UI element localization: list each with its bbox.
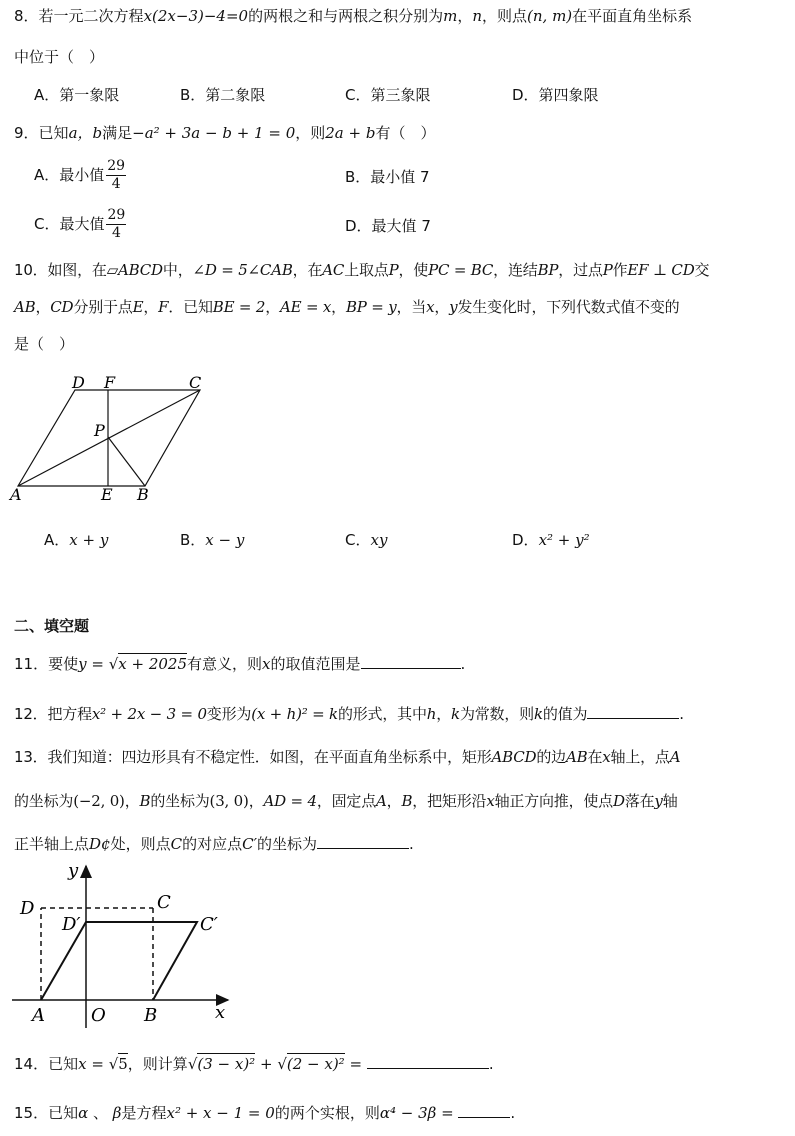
q13-line1: 13．我们知道：四边形具有不稳定性．如图，在平面直角坐标系中，矩形ABCD的边AB在x轴上，点A [14, 748, 681, 766]
q10-line3: 是（ ） [14, 335, 75, 353]
label-a: A [10, 485, 22, 504]
q14-line: 14．已知x = √5，则计算√(3 − x)² + √(2 − x)² = . [14, 1055, 494, 1073]
q10-option-a: A．x + y [44, 531, 109, 549]
q13-line3: 正半轴上点D¢处，则点C的对应点C′的坐标为 . [14, 835, 414, 853]
section-fill-in-title: 二、填空题 [14, 617, 90, 635]
label-c: C [157, 892, 171, 913]
q15-answer-blank[interactable] [458, 1103, 510, 1118]
q10-option-c: C．xy [345, 531, 388, 549]
q9-line1: 9．已知a，b满足−a² + 3a − b + 1 = 0，则2a + b有（ ） [14, 124, 436, 142]
q9-option-a: A．最小值 $\frac{29}{4}$ [34, 158, 126, 192]
label-y: y [68, 860, 79, 881]
q8-option-a: A．第一象限 [34, 86, 120, 104]
label-c: C [189, 373, 202, 392]
q9-option-d: D．最大值 7 [345, 217, 431, 235]
q8-option-c: C．第三象限 [345, 86, 431, 104]
label-e: E [101, 485, 113, 504]
q13-coordinate-figure [0, 858, 250, 1028]
label-b: B [144, 1005, 158, 1026]
q14-answer-blank[interactable] [367, 1054, 489, 1069]
segment-pb [108, 437, 145, 486]
q8-line2: 中位于（ ） [14, 48, 105, 66]
q10-line1: 10．如图，在▱ABCD中，∠D = 5∠CAB，在AC上取点P，使PC = BC，连结BP，过点P作EF ⊥ CD交 [14, 261, 710, 279]
q9-option-b: B．最小值 7 [345, 168, 430, 186]
q13-answer-blank[interactable] [317, 834, 409, 849]
label-d-prime: D′ [62, 914, 81, 935]
q15-line: 15．已知α 、 β是方程x² + x − 1 = 0的两个实根，则α⁴ − 3β = . [14, 1104, 516, 1122]
label-c-prime: C′ [200, 914, 218, 935]
q8-option-b: B．第二象限 [180, 86, 266, 104]
q10-option-b: B．x − y [180, 531, 245, 549]
q10-parallelogram-figure [0, 368, 230, 508]
label-b: B [137, 485, 149, 504]
q12-line: 12．把方程x² + 2x − 3 = 0变形为(x + h)² = k的形式，其中h，k为常数，则k的值为 . [14, 705, 684, 723]
q10-line2: AB，CD分别于点E，F．已知BE = 2，AE = x，BP = y，当x，y发生变化时，下列代数式值不变的 [14, 298, 680, 316]
q8-option-d: D．第四象限 [512, 86, 599, 104]
label-d: D [72, 373, 85, 392]
label-o: O [91, 1005, 106, 1026]
label-p: P [94, 421, 105, 440]
label-f: F [104, 373, 116, 392]
q11-line: 11．要使y = √x + 2025有意义，则x的取值范围是 . [14, 655, 466, 673]
label-d: D [20, 898, 35, 919]
label-a: A [32, 1005, 45, 1026]
q8-line1: 8．若一元二次方程x(2x−3)−4=0的两根之和与两根之积分别为m，n，则点(n, m)在平面直角坐标系 [14, 7, 693, 25]
q10-option-d: D．x² + y² [512, 531, 590, 549]
q13-line2: 的坐标为(−2, 0)，B的坐标为(3, 0)，AD = 4，固定点A，B，把矩形沿x轴正方向推，使点D落在y轴 [14, 792, 678, 810]
label-x: x [215, 1002, 226, 1023]
q12-answer-blank[interactable] [587, 704, 679, 719]
q11-answer-blank[interactable] [361, 654, 461, 669]
q9-option-c: C．最大值 $\frac{29}{4}$ [34, 207, 126, 241]
